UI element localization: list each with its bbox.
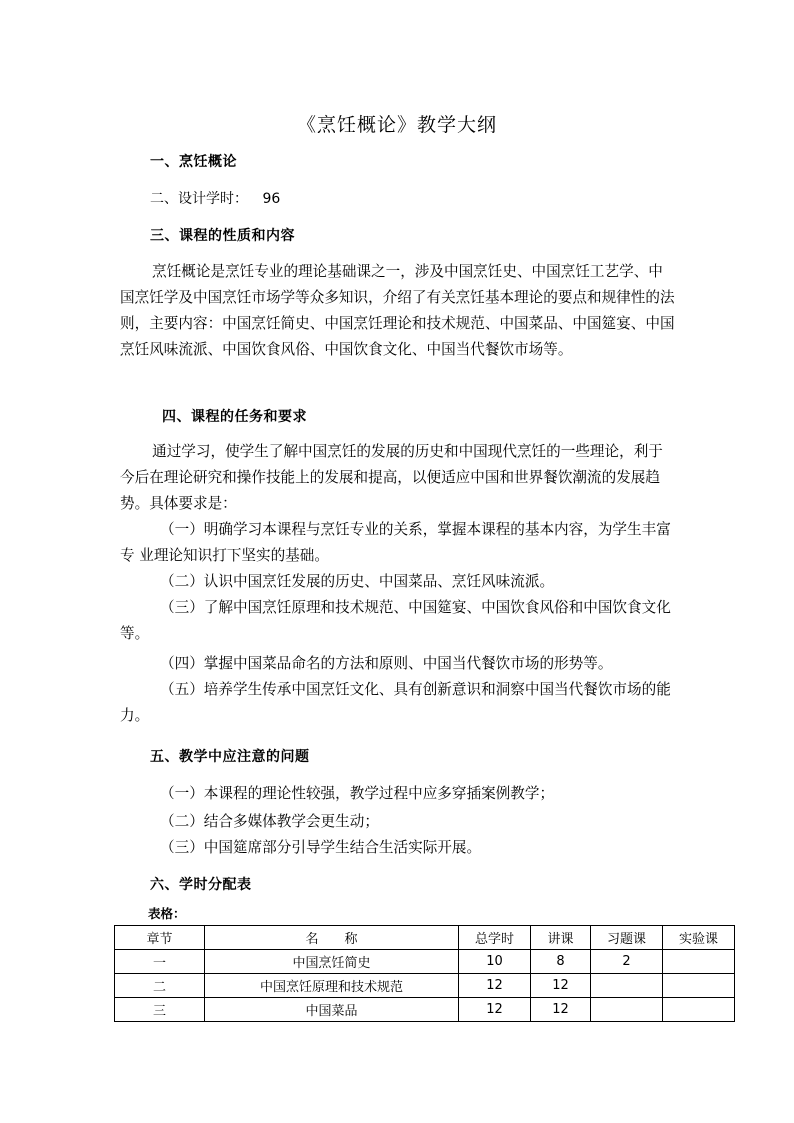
hours-table [114, 925, 735, 1022]
header-chapter: 章节 [115, 926, 205, 950]
section4-item-5: （五）培养学生传承中国烹饪文化、具有创新意识和洞察中国当代餐饮市场的能力。 [120, 681, 671, 724]
cell-exercise [591, 998, 663, 1022]
table-row [115, 950, 735, 974]
section4-item-2: （二）认识中国烹饪发展的历史、中国菜品、烹饪风味流派。 [160, 573, 555, 590]
table-label: 表格： [148, 906, 186, 921]
cell-total-hours: 10 [459, 950, 531, 974]
cell-chapter: 二 [115, 974, 205, 998]
section4-item-1: （一）明确学习本课程与烹饪专业的关系，掌握本课程的基本内容，为学生丰富专 业理论知识打下坚实的基础。 [120, 521, 671, 564]
section5-item-2: （二）结合多媒体教学会更生动； [160, 813, 379, 830]
cell-lecture: 12 [531, 998, 591, 1022]
cell-total-hours: 12 [459, 974, 531, 998]
cell-lab [663, 998, 735, 1022]
table-row [115, 998, 735, 1022]
header-lab: 实验课 [663, 926, 735, 950]
cell-lab [663, 950, 735, 974]
design-hours-label: 二、设计学时： [150, 191, 248, 207]
header-exercise: 习题课 [591, 926, 663, 950]
section4-intro: 通过学习，使学生了解中国烹饪的发展的历史和中国现代烹饪的一些理论，利于今后在理论研究和操作技能上的发展和提高，以便适应中国和世界餐饮潮流的发展趋势。具体要求是： [120, 443, 663, 512]
section3-text: 烹饪概论是烹饪专业的理论基础课之一，涉及中国烹饪史、中国烹饪工艺学、中国烹饪学及中国烹饪市场学等众多知识，介绍了有关烹饪基本理论的要点和规律性的法则，主要内容：中国烹饪简史、中国烹饪理论和技术规范、中国菜品、中国筵宴、中国烹饪风味流派、中国饮食风俗、中国饮食文化、中国当代餐饮市场等。 [120, 263, 675, 358]
document-title: 《烹饪概论》教学大纲 [296, 114, 497, 136]
design-hours-value: 96 [262, 191, 281, 207]
cell-name: 中国烹饪原理和技术规范 [205, 974, 459, 998]
cell-exercise: 2 [591, 950, 663, 974]
section1-heading: 一、烹饪概论 [150, 154, 237, 170]
section3-heading: 三、课程的性质和内容 [150, 228, 295, 244]
section4-heading: 四、课程的任务和要求 [162, 409, 307, 425]
section6-heading: 六、学时分配表 [150, 877, 252, 893]
cell-total-hours: 12 [459, 998, 531, 1022]
cell-chapter: 一 [115, 950, 205, 974]
cell-lecture: 12 [531, 974, 591, 998]
cell-name: 中国菜品 [205, 998, 459, 1022]
header-total-hours: 总学时 [459, 926, 531, 950]
section2-line [150, 188, 280, 208]
cell-lab [663, 974, 735, 998]
section5-item-3: （三）中国筵席部分引导学生结合生活实际开展。 [160, 839, 482, 856]
cell-exercise [591, 974, 663, 998]
section5-item-1: （一）本课程的理论性较强，教学过程中应多穿插案例教学； [160, 785, 555, 802]
header-lecture: 讲课 [531, 926, 591, 950]
table-header-row [115, 926, 735, 950]
header-name: 名 称 [205, 926, 459, 950]
cell-name: 中国烹饪简史 [205, 950, 459, 974]
cell-chapter: 三 [115, 998, 205, 1022]
section4-item-3: （三）了解中国烹饪原理和技术规范、中国筵宴、中国饮食风俗和中国饮食文化等。 [120, 599, 671, 642]
section5-heading: 五、教学中应注意的问题 [150, 749, 310, 765]
cell-lecture: 8 [531, 950, 591, 974]
table-row [115, 974, 735, 998]
section4-item-4: （四）掌握中国菜品命名的方法和原则、中国当代餐饮市场的形势等。 [160, 655, 613, 672]
